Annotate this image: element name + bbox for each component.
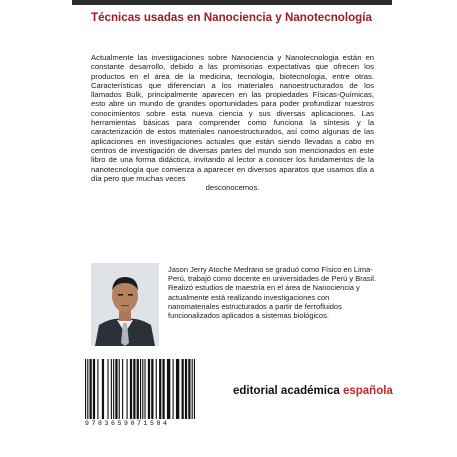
barcode-bar bbox=[113, 359, 114, 419]
barcode-bar bbox=[167, 359, 170, 419]
barcode-bar bbox=[142, 359, 143, 419]
barcode-bar bbox=[97, 359, 98, 419]
barcode-bar bbox=[192, 359, 193, 419]
book-title: Técnicas usadas en Nanociencia y Nanotecnología bbox=[91, 11, 372, 24]
synopsis-text: Actualmente las investigaciones sobre Nanociencia y Nanotecnologia están en constante desarrollo, debido a las promisorias expectativas que ofrecen los productos en el área de la medicina, tecnologia, biotecnologia, entre otras. Características que diferencian a los materiales nanoestructurados de los llamados Bulk, principalmente aparecen en las propiedades Físicas-Químicas, esto abre un mundo de grandes oportunidades para poder profundizar nuestros conocimientos sobre esta nueva ciencia y sus diversas aplicaciones. Las herramientas básicas para comprender como funciona la síntesis y la caracterización de estos materiales nanoestructurados, así como algunas de las aplicaciones en investigaciones actuales que están siendo llevadas a cabo en centros de investigación de diversas partes del mundo son mencionados en este libro de una forma didáctica, invitando al lector a conocer los fundamentos de la nanotecnología que comienza a aparecer en diversos aparatos que usamos día a día pero que muchas veces bbox=[91, 53, 374, 183]
barcode-bar bbox=[140, 359, 141, 419]
barcode-bar bbox=[144, 359, 145, 419]
barcode-bar bbox=[130, 359, 132, 419]
barcode-icon bbox=[85, 359, 195, 419]
barcode-bar bbox=[188, 359, 190, 419]
barcode-bar bbox=[137, 359, 139, 419]
barcode-bar bbox=[87, 359, 88, 419]
barcode-bar bbox=[156, 359, 157, 419]
barcode-bar bbox=[194, 359, 195, 419]
barcode-bar bbox=[119, 359, 120, 419]
publisher-logo bbox=[233, 385, 393, 397]
barcode-bar bbox=[127, 359, 128, 419]
barcode-bar bbox=[182, 359, 184, 419]
barcode-bar bbox=[89, 359, 91, 419]
barcode-bar bbox=[176, 359, 179, 419]
barcode-bar bbox=[151, 359, 153, 419]
barcode-bar bbox=[107, 359, 108, 419]
top-bar bbox=[72, 0, 392, 5]
author-portrait-icon bbox=[91, 263, 159, 346]
synopsis-last-line: desconocemos. bbox=[205, 183, 260, 193]
barcode-bar bbox=[102, 359, 104, 419]
barcode-bar bbox=[185, 359, 187, 419]
publisher-name-accent: española bbox=[342, 385, 393, 397]
author-bio: Jason Jerry Atoche Medrano se graduó como Físico en Lima-Perú, trabajó como docente en universidades de Perú y Brasil. Realizó estudios de maestría en el área de Nanociencia y actualmente está realizando investigaciones con nanomateriales estructurados a partir de ferrofluidos funcionalizados aplicados a sistemas biológicos. bbox=[168, 265, 377, 321]
synopsis bbox=[91, 53, 374, 192]
publisher-name: editorial académica bbox=[233, 385, 343, 397]
barcode-bar bbox=[93, 359, 95, 419]
author-photo bbox=[91, 263, 159, 346]
barcode-bar bbox=[111, 359, 112, 419]
barcode-bar bbox=[115, 359, 117, 419]
isbn-barcode bbox=[85, 359, 195, 431]
barcode-bar bbox=[159, 359, 161, 419]
barcode-bar bbox=[133, 359, 135, 419]
isbn-digits: 9783659071584 bbox=[85, 420, 170, 427]
barcode-bar bbox=[162, 359, 164, 419]
barcode-bar bbox=[85, 359, 86, 419]
barcode-bar bbox=[148, 359, 150, 419]
barcode-bar bbox=[173, 359, 174, 419]
barcode-bar bbox=[122, 359, 123, 419]
